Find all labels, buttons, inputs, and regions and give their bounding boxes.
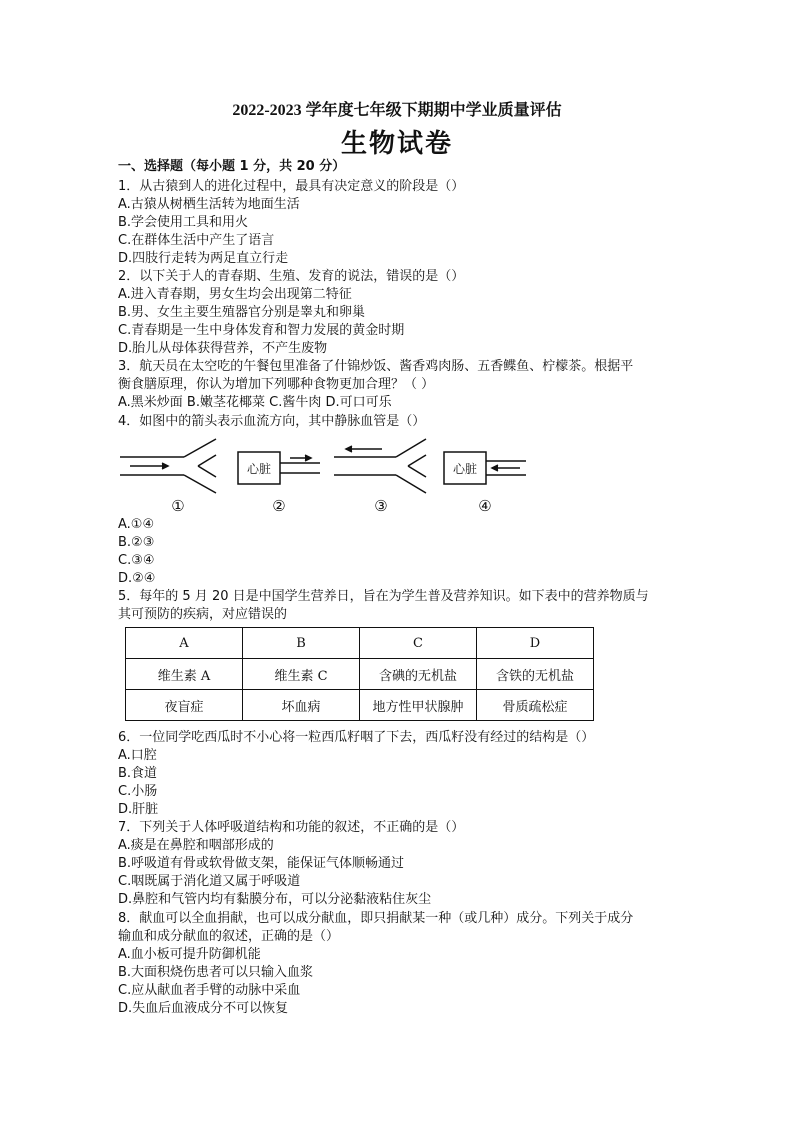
q6-option-a: A.口腔 (118, 748, 157, 763)
q2-option-d: D.胎儿从母体获得营养，不产生废物 (118, 341, 328, 356)
section-heading: 一、选择题（每小题 1 分，共 20 分） (118, 159, 346, 174)
q7-option-d: D.鼻腔和气管内均有黏膜分布，可以分泌黏液粘住灰尘 (118, 892, 432, 907)
table-row (126, 659, 594, 690)
q8-stem-line1: 8．献血可以全血捐献，也可以成分献血，即只捐献某一种（或几种）成分。下列关于成分 (118, 911, 634, 926)
table-cell: 骨质疏松症 (477, 690, 594, 721)
blood-vessel-figure (120, 435, 530, 517)
q2-option-c: C.青春期是一生中身体发育和智力发展的黄金时期 (118, 323, 405, 338)
q8-option-a: A.血小板可提升防御机能 (118, 947, 261, 962)
vessel-diagram-3 (334, 439, 426, 493)
q7-option-c: C.咽既属于消化道又属于呼吸道 (118, 874, 301, 889)
q4-option-d: D.②④ (118, 571, 156, 586)
table-cell: A (126, 628, 243, 659)
table-cell: 含碘的无机盐 (360, 659, 477, 690)
exam-title: 生物试卷 (340, 129, 453, 159)
q8-option-b: B.大面积烧伤患者可以只输入血浆 (118, 965, 314, 980)
q2-option-a: A.进入青春期，男女生均会出现第二特征 (118, 287, 352, 302)
q4-option-c: C.③④ (118, 553, 155, 568)
q8-option-d: D.失血后血液成分不可以恢复 (118, 1001, 289, 1016)
q2-stem: 2．以下关于人的青春期、生殖、发育的说法，错误的是（） (118, 269, 465, 284)
heart-label-2: 心脏 (246, 462, 272, 476)
q7-stem: 7．下列关于人体呼吸道结构和功能的叙述，不正确的是（） (118, 820, 465, 835)
q8-stem-line2: 输血和成分献血的叙述，正确的是（） (118, 929, 340, 944)
nutrition-table (125, 627, 594, 721)
table-cell: 含铁的无机盐 (477, 659, 594, 690)
q4-option-b: B.②③ (118, 535, 155, 550)
table-cell: 坏血病 (243, 690, 360, 721)
q4-option-a: A.①④ (118, 517, 155, 532)
q1-option-a: A.古猿从树栖生活转为地面生活 (118, 197, 300, 212)
table-cell: B (243, 628, 360, 659)
q6-stem: 6．一位同学吃西瓜时不小心将一粒西瓜籽咽了下去，西瓜籽没有经过的结构是（） (118, 730, 595, 745)
table-cell: D (477, 628, 594, 659)
table-row (126, 628, 594, 659)
q6-option-d: D.肝脏 (118, 802, 159, 817)
figure-label-2: ② (272, 497, 286, 515)
q1-option-c: C.在群体生活中产生了语言 (118, 233, 275, 248)
table-cell: 夜盲症 (126, 690, 243, 721)
figure-label-4: ④ (478, 497, 492, 515)
heart-label-4: 心脏 (452, 462, 478, 476)
q1-stem: 1．从古猿到人的进化过程中，最具有决定意义的阶段是（） (118, 179, 465, 194)
q2-option-b: B.男、女生主要生殖器官分别是睾丸和卵巢 (118, 305, 366, 320)
table-cell: 维生素 A (126, 659, 243, 690)
q3-stem-line1: 3．航天员在太空吃的午餐包里准备了什锦炒饭、酱香鸡肉肠、五香鲽鱼、柠檬茶。根据平 (118, 359, 634, 374)
q1-option-d: D.四肢行走转为两足直立行走 (118, 251, 289, 266)
table-cell: 维生素 C (243, 659, 360, 690)
q7-option-a: A.痰是在鼻腔和咽部形成的 (118, 838, 274, 853)
q5-stem-line1: 5．每年的 5 月 20 日是中国学生营养日，旨在为学生普及营养知识。如下表中的营养物质与 (118, 589, 649, 604)
table-row (126, 690, 594, 721)
q4-stem: 4．如图中的箭头表示血流方向，其中静脉血管是（） (118, 414, 426, 429)
q5-stem-line2: 其可预防的疾病，对应错误的 (118, 607, 288, 622)
exam-subtitle: 2022-2023 学年度七年级下期期中学业质量评估 (232, 102, 562, 119)
q3-options: A.黑米炒面 B.嫩茎花椰菜 C.酱牛肉 D.可口可乐 (118, 395, 392, 410)
q6-option-b: B.食道 (118, 766, 158, 781)
q3-stem-line2: 衡食膳原理，你认为增加下列哪种食物更加合理？（ ） (118, 377, 435, 392)
q8-option-c: C.应从献血者手臂的动脉中采血 (118, 983, 301, 998)
figure-label-3: ③ (374, 497, 388, 515)
vessel-diagram-1 (120, 439, 216, 493)
table-cell: 地方性甲状腺肿 (360, 690, 477, 721)
q7-option-b: B.呼吸道有骨或软骨做支架，能保证气体顺畅通过 (118, 856, 405, 871)
table-cell: C (360, 628, 477, 659)
q6-option-c: C.小肠 (118, 784, 158, 799)
figure-label-1: ① (171, 497, 185, 515)
q1-option-b: B.学会使用工具和用火 (118, 215, 249, 230)
